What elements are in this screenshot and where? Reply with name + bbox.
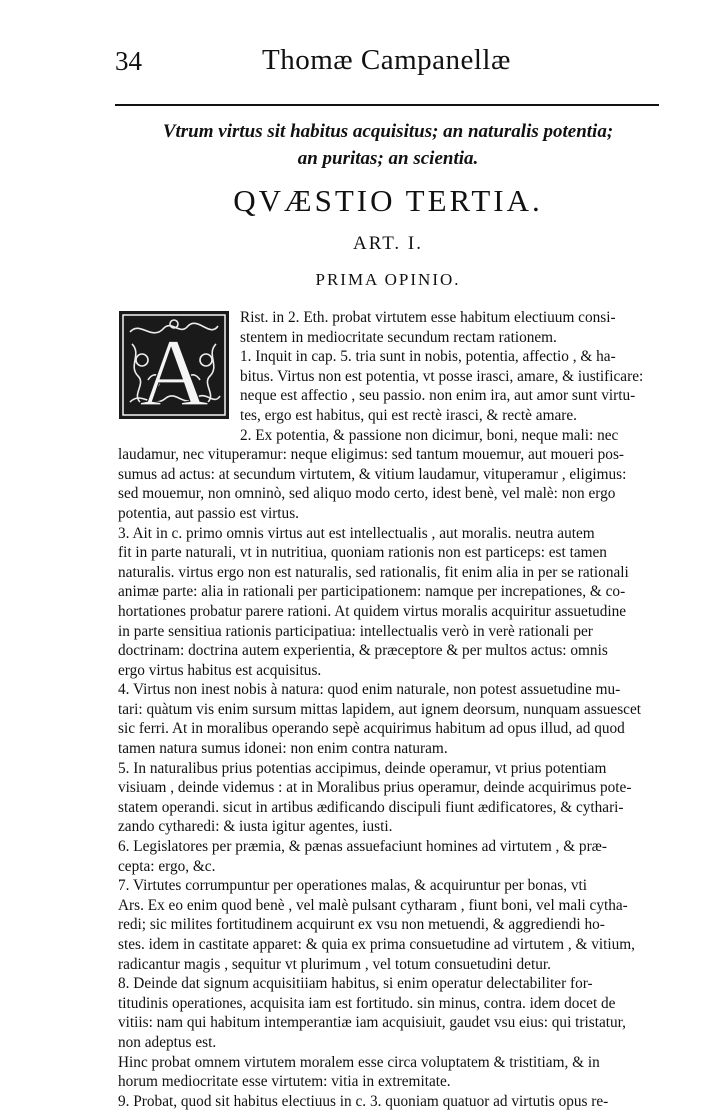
text-line: in parte sensitiua rationis participatiua: intellectualis verò in verè rationali per [118,622,593,640]
text-line: 1. Inquit in cap. 5. tria sunt in nobis, potentia, affectio , & ha- [240,348,616,366]
text-line: neque est affectio , seu passio. non enim ira, aut amor sunt virtu- [240,387,636,405]
initial-letter: A [139,319,209,420]
title-line: an puritas; an scientia. [297,148,479,169]
text-line: stes. idem in castitate apparet: & quia ex prima consuetudine ad virtutem , & vitium, [118,936,635,953]
text-line: potentia, aut passio est virtus. [118,504,299,522]
text-line: 9. Probat, quod sit habitus electiuus in c. 3. quoniam quatuor ad virtutis opus re- [118,1092,609,1110]
text-line: vitiis: nam qui habitum intemperantiæ iam acquisiuit, gaudet vsu eius: qui tristatur, [118,1014,626,1032]
body-text [118,308,658,1111]
text-line: visiuam , deinde videmus : at in Moralibus prius operamur, deinde acquirimus pote- [118,779,632,797]
text-line: 5. In naturalibus prius potentias accipimus, deinde operamur, vt prius potentiam [118,759,607,777]
text-line: Rist. in 2. Eth. probat virtutem esse habitum electiuum consi- [240,309,616,326]
text-line: tari: quàtum vis enim sursum mittas lapidem, aut ignem deorsum, nunquam assuescet [118,700,641,718]
text-line: sed mouemur, non omninò, sed aliquo modo certo, idest benè, vel malè: non ergo [118,485,616,503]
article-heading: ART. I. [352,233,424,254]
text-line: horum mediocritate esse virtutem: vitia in extremitate. [118,1073,451,1091]
text-line: bitus. Virtus non est potentia, vt posse irasci, amare, & iustificare: [240,367,644,385]
text-line: redi; sic milites fortitudinem acquirunt ex vsu non metuendi, & aggrediendi ho- [118,916,605,934]
text-line: stentem in mediocritate secundum rectam rationem. [240,328,557,346]
header-rule [115,104,659,106]
text-line: non adeptus est. [118,1033,217,1051]
text-line: zando cytharedi: & iusta igitur agentes, iusti. [118,818,393,836]
text-line: tes, ergo est habitus, qui est rectè irasci, & rectè amare. [240,406,577,424]
page-number: 34 [115,46,142,76]
text-line: statem operandi. sicut in artibus ædificando discipuli fiunt ædificatores, & cythari- [118,798,624,816]
text-line: doctrinam: doctrina autem experientia, & præceptore & per multos actus: omnis [118,642,608,660]
text-line: animæ parte: alia in rationali per participationem: namque per increpationes, & co- [118,583,626,601]
quaestio-heading: QVÆSTIO TERTIA. [233,183,543,218]
running-title: Thomæ Campanellæ [262,44,511,76]
page-header [0,44,725,84]
text-line: titudinis operationes, acquisita iam est fortitudo. sin minus, contra. idem docet de [118,994,616,1012]
text-line: 7. Virtutes corrumpuntur per operationes malas, & acquiruntur per bonas, vti [118,877,588,895]
text-line: 6. Legislatores per præmia, & pænas assuefaciunt homines ad virtutem , & præ- [118,838,607,856]
text-line: radicantur magis , sequitur vt plurimum , vel totum consuetudini detur. [118,955,551,973]
text-line: 3. Ait in c. primo omnis virtus aut est intellectualis , aut moralis. neutra autem [118,524,595,542]
text-line: sic ferri. At in moralibus operando sepè acquirimus habitum ad opus illud, ad quod [118,720,625,738]
text-line: hortationes probatur parere rationi. At quidem virtus moralis acquiritur assuetudine [118,602,627,620]
text-line: sumus ad actus: at secundum virtutem, & vitium laudamur, vituperamur , eligimus: [118,465,627,483]
text-line: naturalis. virtus ergo non est naturalis, sed rationalis, fit enim alia in per se rationali [118,563,629,581]
text-line: 2. Ex potentia, & passione non dicimur, boni, neque mali: nec [240,426,619,444]
text-line: fit in parte naturali, vt in nutritiua, quoniam rationis non est particeps: est tamen [118,544,607,562]
text-line: 4. Virtus non inest nobis à natura: quod enim naturale, non potest assuetudine mu- [118,681,621,699]
title-line: Vtrum virtus sit habitus acquisitus; an naturalis potentia; [162,121,614,142]
text-line: Ars. Ex eo enim quod benè , vel malè pulsant cytharam , fiunt boni, vel mali cytha- [118,896,628,914]
question-title [118,118,658,172]
text-line: tamen natura sumus idonei: non enim contra naturam. [118,740,448,758]
text-line: laudamur, nec vituperamur: neque eligimus: sed tantum mouemur, aut moueri pos- [118,446,624,464]
text-line: 8. Deinde dat signum acquisitiiam habitus, si enim operatur delectabiliter for- [118,975,593,993]
text-line: ergo virtus habitus est acquisitus. [118,661,322,679]
text-line: cepta: ergo, &c. [118,857,216,875]
text-line: Hinc probat omnem virtutem moralem esse circa voluptatem & tristitiam, & in [118,1053,600,1071]
opinio-heading: PRIMA OPINIO. [315,270,461,289]
